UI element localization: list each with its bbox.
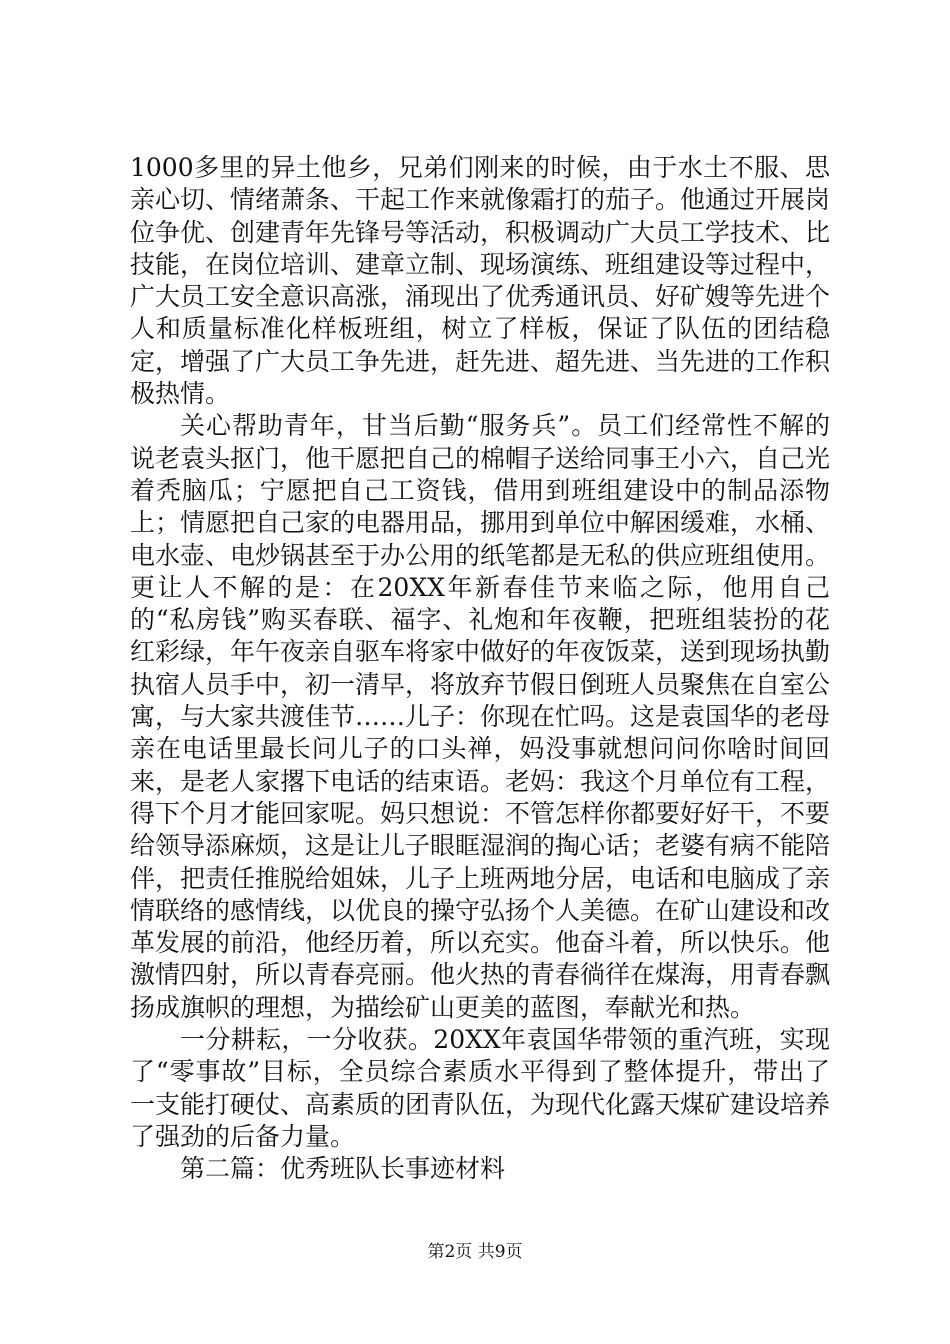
paragraph-3: 一分耕耘，一分收获。20XX年袁国华带领的重汽班，实现了“零事故”目标，全员综合素质水平得到了整体提升，带出了一支能打硬仗、高素质的团青队伍，为现代化露天煤矿建设培养了强劲的后备力量。 xyxy=(130,1025,831,1151)
paragraph-2: 关心帮助青年，甘当后勤“服务兵”。员工们经常性不解的说老袁头抠门，他干愿把自己的棉帽子送给同事王小六，自己光着秃脑瓜；宁愿把自己工资钱，借用到班组建设中的制品添物上；情愿把自己家的电器用品，挪用到单位中解困缓难，水桶、电水壶、电炒锅甚至于办公用的纸笔都是无私的供应班组使用。更让人不解的是：在20XX年新春佳节来临之际，他用自己的“私房钱”购买春联、福字、礼炮和年夜鞭，把班组装扮的花红彩绿，年午夜亲自驱车将家中做好的年夜饭菜，送到现场执勤执宿人员手中，初一清早，将放弃节假日倒班人员聚焦在自室公寓，与大家共渡佳节……儿子：你现在忙吗。这是袁国华的老母亲在电话里最长问儿子的口头禅，妈没事就想问问你啥时间回来，是老人家撂下电话的结束语。老妈：我这个月单位有工程，得下个月才能回家呢。妈只想说：不管怎样你都要好好干，不要给领导添麻烦，这是让儿子眼眶湿润的掏心话；老婆有病不能陪伴，把责任推脱给姐妹，儿子上班两地分居，电话和电脑成了亲情联络的感情线，以优良的操守弘扬个人美德。在矿山建设和改革发展的前沿，他经历着，所以充实。他奋斗着，所以快乐。他激情四射，所以青春亮丽。他火热的青春徜徉在煤海，用青春飘扬成旗帜的理想，为描绘矿山更美的蓝图，奉献光和热。 xyxy=(130,411,831,1022)
document-body xyxy=(130,152,830,1186)
page-footer: 第2页 共9页 xyxy=(427,1242,523,1262)
section-heading: 第二篇：优秀班队长事迹材料 xyxy=(180,1154,506,1184)
paragraph-1: 1000多里的异土他乡，兄弟们刚来的时候，由于水土不服、思亲心切、情绪萧条、干起工作来就像霜打的茄子。他通过开展岗位争优、创建青年先锋号等活动，积极调动广大员工学技术、比技能，在岗位培训、建章立制、现场演练、班组建设等过程中，广大员工安全意识高涨，涌现出了优秀通讯员、好矿嫂等先进个人和质量标准化样板班组，树立了样板，保证了队伍的团结稳定，增强了广大员工争先进，赶先进、超先进、当先进的工作积极热情。 xyxy=(130,153,831,409)
